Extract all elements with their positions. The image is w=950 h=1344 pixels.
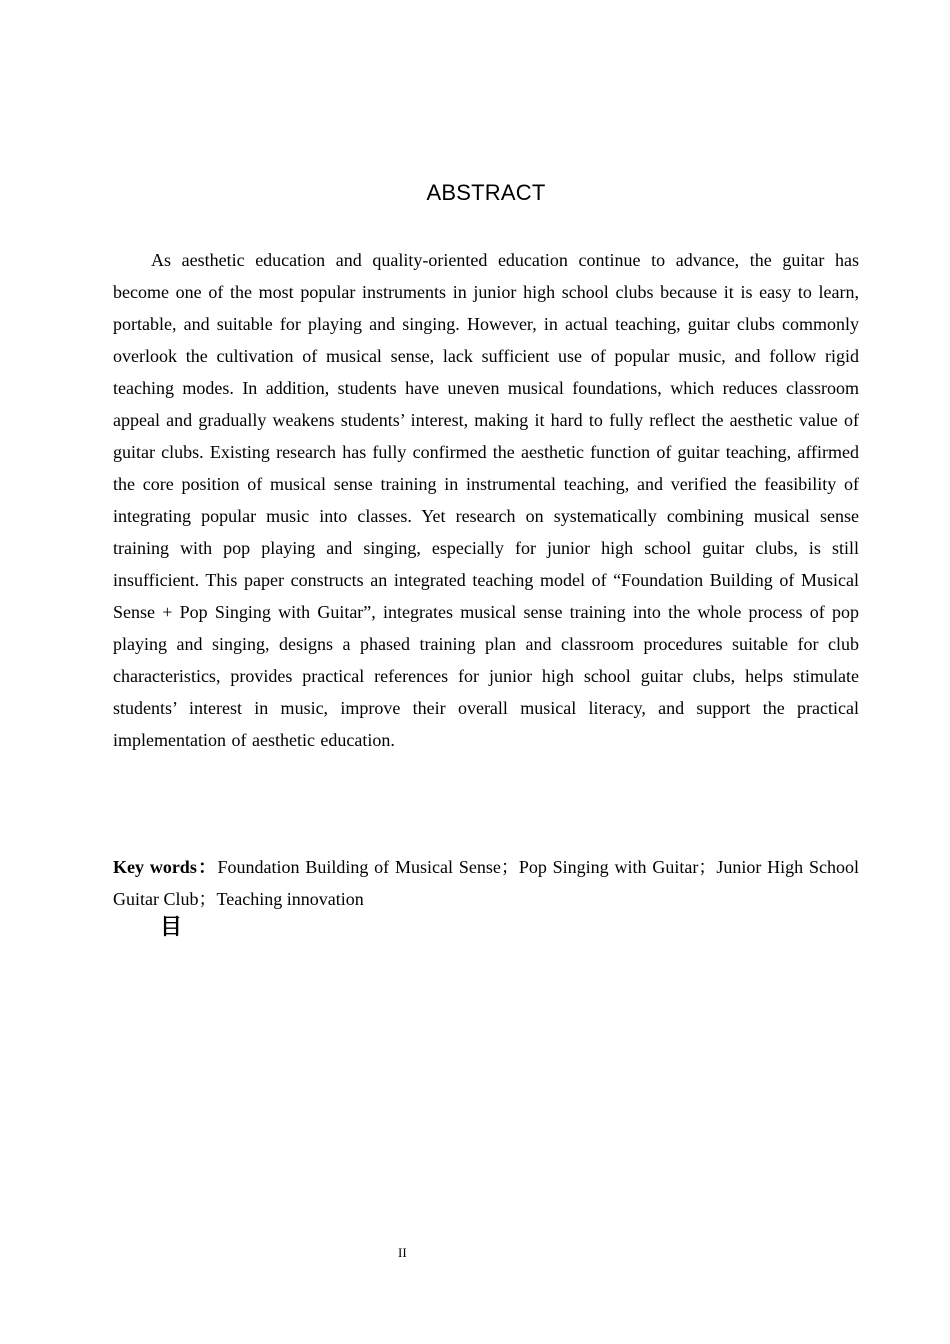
table-of-contents-heading: 目	[160, 915, 183, 940]
page-number: II	[398, 1245, 407, 1260]
abstract-paragraph: As aesthetic education and quality-oriented education continue to advance, the guitar has become one of the most popular instruments in junior high school clubs because it is easy to learn, portable, and suitable for playing and singing. However, in actual teaching, guitar clubs commonly overlook the cultivation of musical sense, lack sufficient use of popular music, and follow rigid teaching modes. In addition, students have uneven musical foundations, which reduces classroom appeal and gradually weakens students’ interest, making it hard to fully reflect the aesthetic value of guitar clubs. Existing research has fully confirmed the aesthetic function of guitar teaching, affirmed the core position of musical sense training in instrumental teaching, and verified the feasibility of integrating popular music into classes. Yet research on systematically combining musical sense training with pop playing and singing, especially for junior high school guitar clubs, is still insufficient. This paper constructs an integrated teaching model of “Foundation Building of Musical Sense + Pop Singing with Guitar”, integrates musical sense training into the whole process of pop playing and singing, designs a phased training plan and classroom procedures suitable for club characteristics, provides practical references for junior high school guitar clubs, helps stimulate students’ interest in music, improve their overall musical literacy, and support the practical implementation of aesthetic education.	[113, 250, 859, 750]
keywords-line	[113, 851, 859, 915]
keywords-text: Foundation Building of Musical Sense；Pop Singing with Guitar；Junior High School Guitar Club；Teaching innovation	[113, 857, 859, 909]
keywords-label: Key words：	[113, 857, 218, 877]
abstract-title: ABSTRACT	[426, 180, 546, 205]
